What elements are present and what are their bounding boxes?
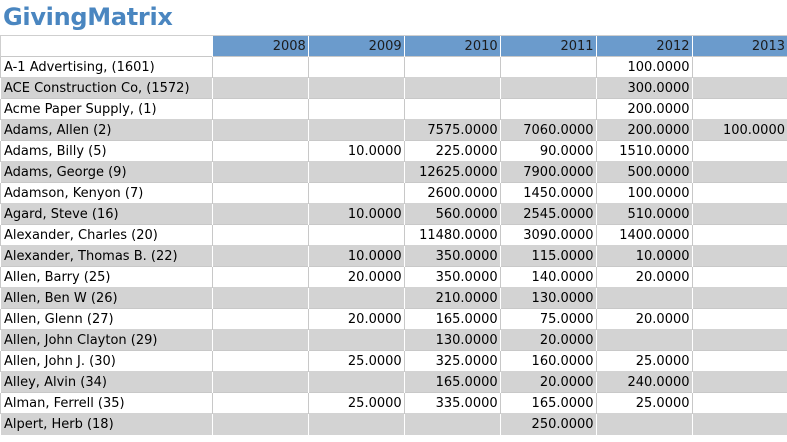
giving-matrix-table xyxy=(0,35,787,435)
table-row xyxy=(1,162,787,183)
table-header xyxy=(1,36,787,57)
amount-cell-2013 xyxy=(692,57,787,78)
amount-cell-2010: 210.0000 xyxy=(404,288,500,309)
amount-cell-2013 xyxy=(692,414,787,435)
amount-cell-2008 xyxy=(212,183,308,204)
amount-cell-2013 xyxy=(692,183,787,204)
amount-cell-2011: 7900.0000 xyxy=(500,162,596,183)
table-row xyxy=(1,225,787,246)
amount-cell-2011: 3090.0000 xyxy=(500,225,596,246)
amount-cell-2010: 2600.0000 xyxy=(404,183,500,204)
amount-cell-2010 xyxy=(404,57,500,78)
table-row xyxy=(1,57,787,78)
table-row xyxy=(1,183,787,204)
amount-cell-2010: 350.0000 xyxy=(404,246,500,267)
table-row xyxy=(1,351,787,372)
table-row xyxy=(1,288,787,309)
amount-cell-2011 xyxy=(500,57,596,78)
amount-cell-2013 xyxy=(692,225,787,246)
table-row xyxy=(1,267,787,288)
donor-name-cell: Alexander, Thomas B. (22) xyxy=(1,246,213,267)
amount-cell-2011: 140.0000 xyxy=(500,267,596,288)
amount-cell-2009 xyxy=(308,288,404,309)
amount-cell-2009: 10.0000 xyxy=(308,204,404,225)
amount-cell-2009 xyxy=(308,414,404,435)
amount-cell-2012: 200.0000 xyxy=(596,99,692,120)
donor-name-cell: Allen, John Clayton (29) xyxy=(1,330,213,351)
table-row xyxy=(1,393,787,414)
amount-cell-2010 xyxy=(404,78,500,99)
header-row xyxy=(1,36,787,57)
table-body xyxy=(1,57,787,435)
amount-cell-2010: 7575.0000 xyxy=(404,120,500,141)
amount-cell-2010: 12625.0000 xyxy=(404,162,500,183)
amount-cell-2009 xyxy=(308,120,404,141)
amount-cell-2010: 325.0000 xyxy=(404,351,500,372)
amount-cell-2013 xyxy=(692,78,787,99)
amount-cell-2010: 130.0000 xyxy=(404,330,500,351)
amount-cell-2012: 500.0000 xyxy=(596,162,692,183)
amount-cell-2009: 20.0000 xyxy=(308,309,404,330)
amount-cell-2012: 10.0000 xyxy=(596,246,692,267)
amount-cell-2012: 20.0000 xyxy=(596,309,692,330)
amount-cell-2012: 300.0000 xyxy=(596,78,692,99)
amount-cell-2012: 1510.0000 xyxy=(596,141,692,162)
year-header-2011[interactable]: 2011 xyxy=(500,36,596,57)
amount-cell-2008 xyxy=(212,225,308,246)
amount-cell-2008 xyxy=(212,309,308,330)
amount-cell-2012: 25.0000 xyxy=(596,351,692,372)
donor-name-cell: Allen, John J. (30) xyxy=(1,351,213,372)
amount-cell-2011 xyxy=(500,99,596,120)
corner-cell xyxy=(1,36,213,57)
amount-cell-2011: 1450.0000 xyxy=(500,183,596,204)
amount-cell-2009 xyxy=(308,330,404,351)
donor-name-cell: Alman, Ferrell (35) xyxy=(1,393,213,414)
amount-cell-2012: 100.0000 xyxy=(596,57,692,78)
amount-cell-2012: 240.0000 xyxy=(596,372,692,393)
amount-cell-2009 xyxy=(308,372,404,393)
amount-cell-2010 xyxy=(404,99,500,120)
amount-cell-2010: 335.0000 xyxy=(404,393,500,414)
table-row xyxy=(1,414,787,435)
amount-cell-2008 xyxy=(212,288,308,309)
amount-cell-2009: 20.0000 xyxy=(308,267,404,288)
donor-name-cell: Allen, Barry (25) xyxy=(1,267,213,288)
amount-cell-2012: 100.0000 xyxy=(596,183,692,204)
amount-cell-2013 xyxy=(692,141,787,162)
page-title: GivingMatrix xyxy=(3,3,173,31)
amount-cell-2011 xyxy=(500,78,596,99)
amount-cell-2013 xyxy=(692,99,787,120)
amount-cell-2009 xyxy=(308,225,404,246)
amount-cell-2008 xyxy=(212,99,308,120)
amount-cell-2008 xyxy=(212,372,308,393)
amount-cell-2012: 200.0000 xyxy=(596,120,692,141)
amount-cell-2012 xyxy=(596,330,692,351)
donor-name-cell: Adams, Allen (2) xyxy=(1,120,213,141)
amount-cell-2013 xyxy=(692,309,787,330)
amount-cell-2013 xyxy=(692,267,787,288)
year-header-2012[interactable]: 2012 xyxy=(596,36,692,57)
amount-cell-2010: 560.0000 xyxy=(404,204,500,225)
donor-name-cell: Allen, Glenn (27) xyxy=(1,309,213,330)
amount-cell-2009 xyxy=(308,78,404,99)
amount-cell-2013 xyxy=(692,162,787,183)
amount-cell-2011: 115.0000 xyxy=(500,246,596,267)
amount-cell-2008 xyxy=(212,393,308,414)
amount-cell-2008 xyxy=(212,414,308,435)
amount-cell-2009: 10.0000 xyxy=(308,141,404,162)
amount-cell-2009: 25.0000 xyxy=(308,351,404,372)
donor-name-cell: Alpert, Herb (18) xyxy=(1,414,213,435)
amount-cell-2008 xyxy=(212,78,308,99)
donor-name-cell: Adams, Billy (5) xyxy=(1,141,213,162)
amount-cell-2011: 20.0000 xyxy=(500,372,596,393)
amount-cell-2010: 350.0000 xyxy=(404,267,500,288)
table-row xyxy=(1,330,787,351)
donor-name-cell: Alexander, Charles (20) xyxy=(1,225,213,246)
amount-cell-2010: 165.0000 xyxy=(404,372,500,393)
table-row xyxy=(1,141,787,162)
amount-cell-2013 xyxy=(692,246,787,267)
donor-name-cell: Allen, Ben W (26) xyxy=(1,288,213,309)
table-row xyxy=(1,309,787,330)
amount-cell-2011: 2545.0000 xyxy=(500,204,596,225)
year-header-2013[interactable]: 2013 xyxy=(692,36,787,57)
table-row xyxy=(1,372,787,393)
amount-cell-2013 xyxy=(692,351,787,372)
donor-name-cell: Adamson, Kenyon (7) xyxy=(1,183,213,204)
table-row xyxy=(1,204,787,225)
amount-cell-2010: 225.0000 xyxy=(404,141,500,162)
amount-cell-2009 xyxy=(308,183,404,204)
donor-name-cell: Agard, Steve (16) xyxy=(1,204,213,225)
amount-cell-2008 xyxy=(212,204,308,225)
amount-cell-2008 xyxy=(212,351,308,372)
amount-cell-2012: 20.0000 xyxy=(596,267,692,288)
amount-cell-2010: 11480.0000 xyxy=(404,225,500,246)
year-header-2008[interactable]: 2008 xyxy=(212,36,308,57)
amount-cell-2011: 130.0000 xyxy=(500,288,596,309)
donor-name-cell: ACE Construction Co, (1572) xyxy=(1,78,213,99)
amount-cell-2012 xyxy=(596,288,692,309)
amount-cell-2011: 20.0000 xyxy=(500,330,596,351)
amount-cell-2008 xyxy=(212,330,308,351)
amount-cell-2013 xyxy=(692,288,787,309)
amount-cell-2012: 1400.0000 xyxy=(596,225,692,246)
year-header-2009[interactable]: 2009 xyxy=(308,36,404,57)
amount-cell-2011: 160.0000 xyxy=(500,351,596,372)
table-row xyxy=(1,120,787,141)
table-row xyxy=(1,246,787,267)
amount-cell-2011: 75.0000 xyxy=(500,309,596,330)
amount-cell-2011: 250.0000 xyxy=(500,414,596,435)
amount-cell-2008 xyxy=(212,162,308,183)
amount-cell-2013 xyxy=(692,372,787,393)
amount-cell-2009 xyxy=(308,162,404,183)
amount-cell-2013 xyxy=(692,330,787,351)
amount-cell-2012: 510.0000 xyxy=(596,204,692,225)
amount-cell-2011: 165.0000 xyxy=(500,393,596,414)
table-row xyxy=(1,78,787,99)
amount-cell-2008 xyxy=(212,141,308,162)
amount-cell-2012: 25.0000 xyxy=(596,393,692,414)
amount-cell-2008 xyxy=(212,246,308,267)
amount-cell-2008 xyxy=(212,267,308,288)
donor-name-cell: Adams, George (9) xyxy=(1,162,213,183)
amount-cell-2012 xyxy=(596,414,692,435)
amount-cell-2011: 90.0000 xyxy=(500,141,596,162)
amount-cell-2009 xyxy=(308,57,404,78)
donor-name-cell: A-1 Advertising, (1601) xyxy=(1,57,213,78)
amount-cell-2009: 25.0000 xyxy=(308,393,404,414)
donor-name-cell: Alley, Alvin (34) xyxy=(1,372,213,393)
amount-cell-2013: 100.0000 xyxy=(692,120,787,141)
amount-cell-2011: 7060.0000 xyxy=(500,120,596,141)
amount-cell-2010: 165.0000 xyxy=(404,309,500,330)
amount-cell-2008 xyxy=(212,57,308,78)
amount-cell-2009 xyxy=(308,99,404,120)
table-row xyxy=(1,99,787,120)
amount-cell-2008 xyxy=(212,120,308,141)
amount-cell-2013 xyxy=(692,393,787,414)
amount-cell-2013 xyxy=(692,204,787,225)
amount-cell-2010 xyxy=(404,414,500,435)
amount-cell-2009: 10.0000 xyxy=(308,246,404,267)
year-header-2010[interactable]: 2010 xyxy=(404,36,500,57)
donor-name-cell: Acme Paper Supply, (1) xyxy=(1,99,213,120)
